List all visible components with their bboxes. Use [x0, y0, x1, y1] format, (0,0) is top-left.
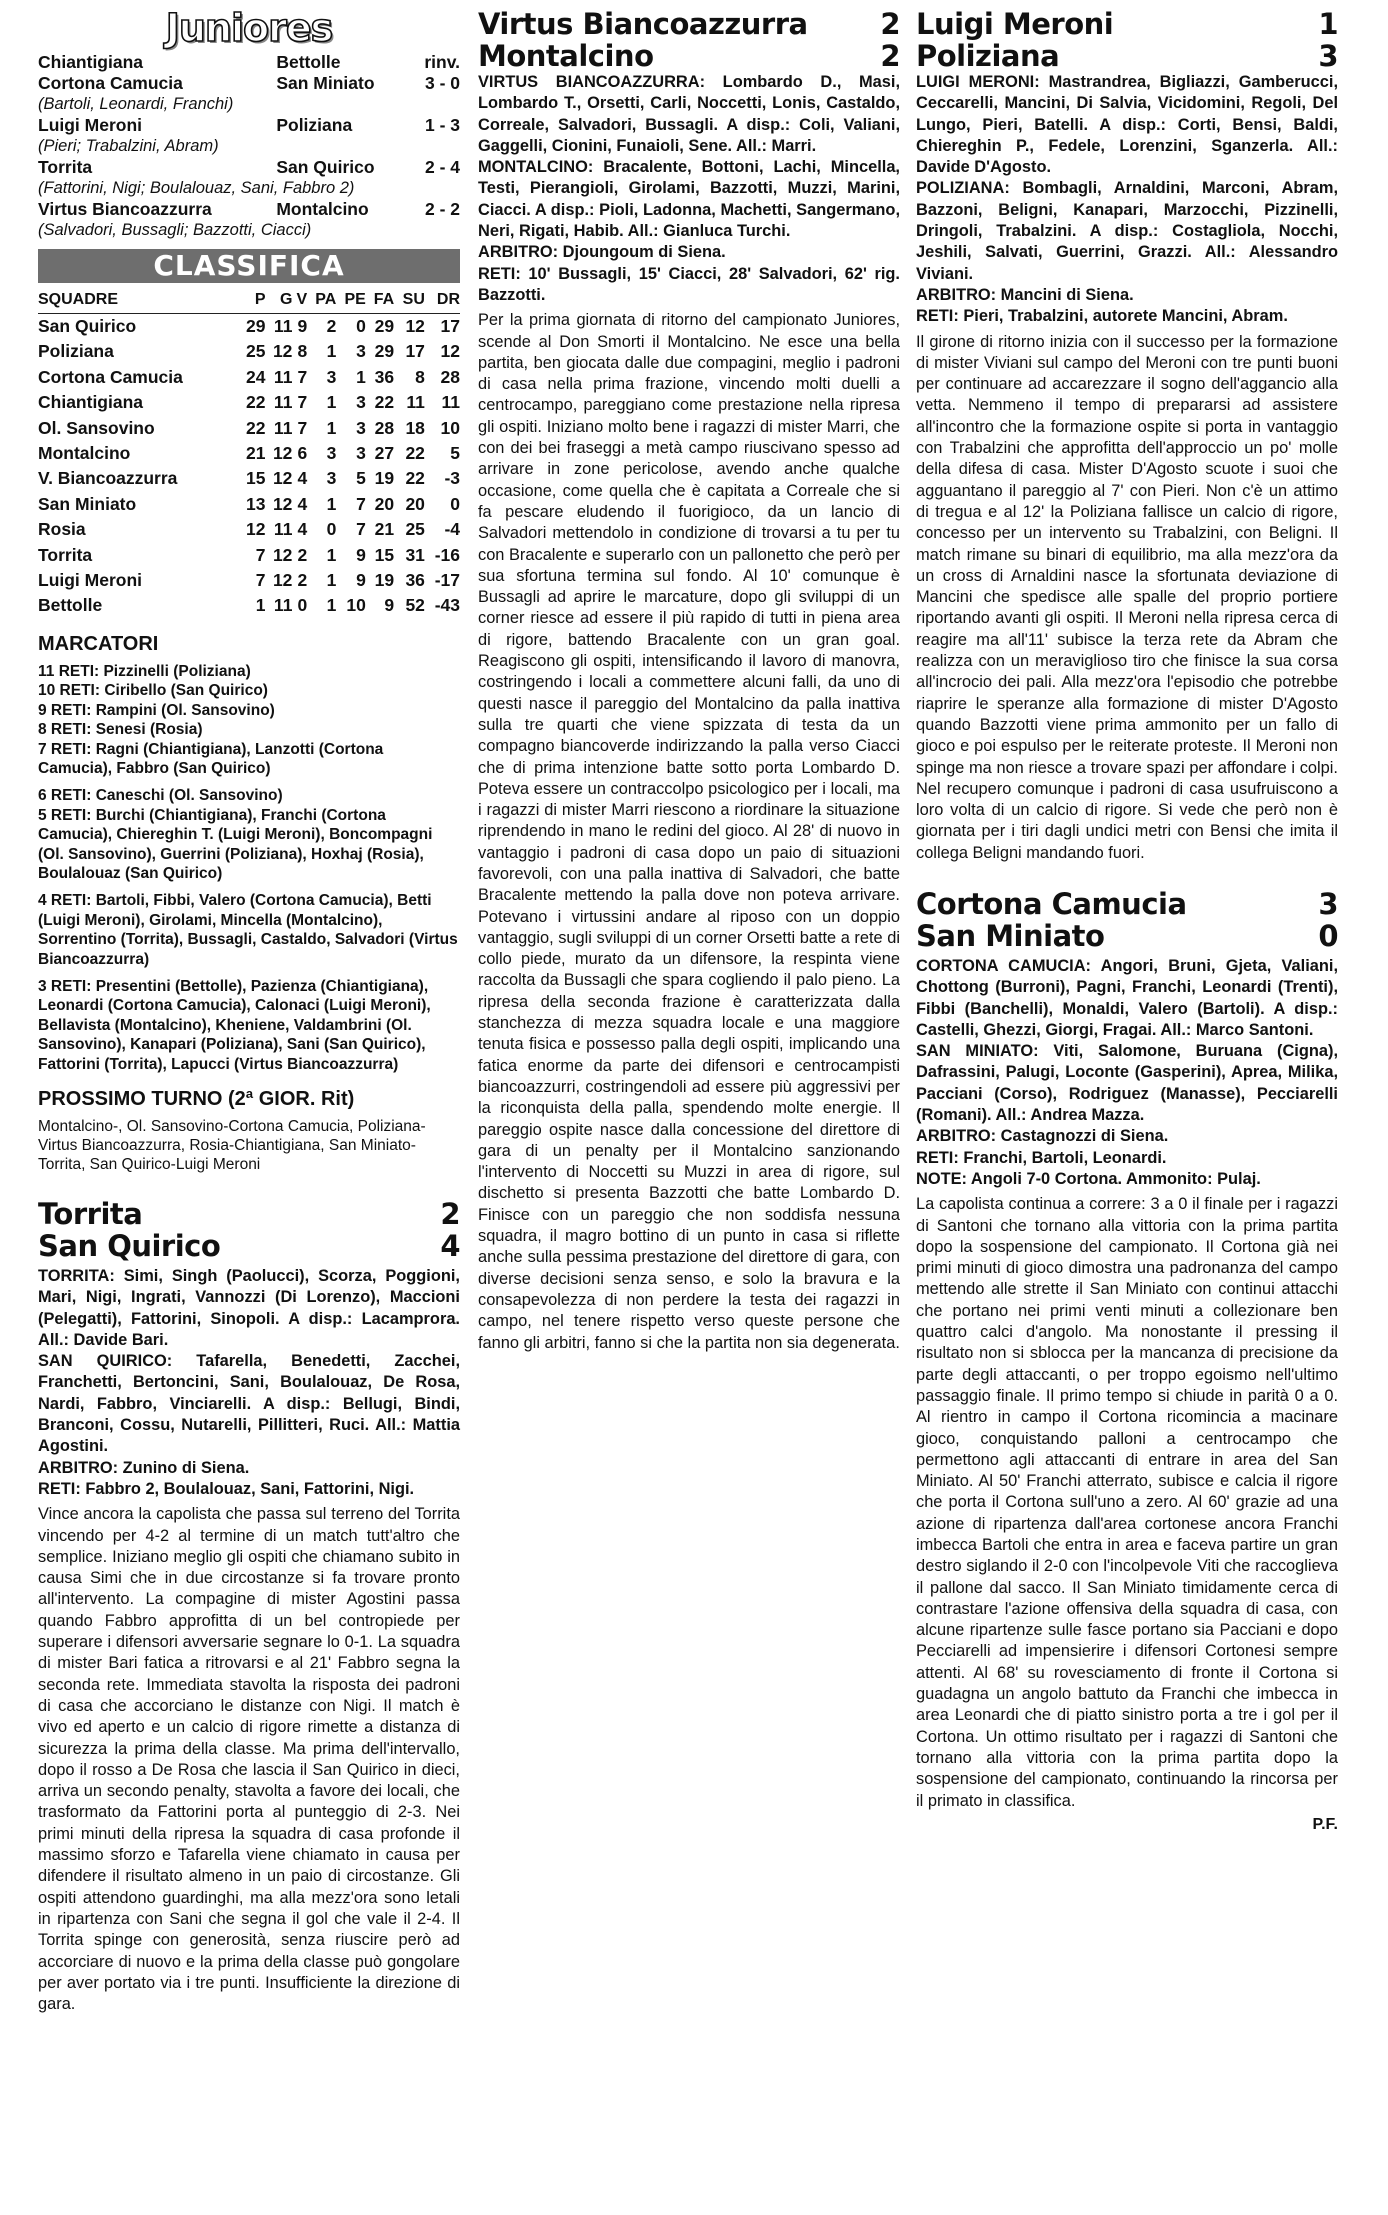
- stat-cell: 12: [405, 316, 425, 336]
- standings-row: [38, 314, 460, 340]
- standings-row: [38, 466, 460, 491]
- stat-cell: 7: [356, 493, 366, 514]
- team-name: Ol. Sansovino: [38, 417, 155, 438]
- column-middle: [478, 8, 900, 1354]
- stat-cell: 4: [297, 468, 308, 489]
- away-score: 3: [1318, 39, 1338, 73]
- goals: RETI: Pieri, Trabalzini, autorete Mancini, Abram.: [916, 307, 1288, 326]
- home-team: Chiantigiana: [38, 52, 144, 72]
- goals: RETI: Fabbro 2, Boulalouaz, Sani, Fattorini, Nigi.: [38, 1479, 415, 1498]
- scorer-line: 3 RETI: Presentini (Bettolle), Pazienza (Chiantigiana), Leonardi (Cortona Camucia), Calonaci (Luigi Meroni), Bellavista (Montalcino), Kheniene, Valdambrini (Ol. Sansovino), Kanapari (Poliziana), Sani (San Quirico), Fattorini (Torrita), Lapucci (Virtus Biancoazzurra): [38, 977, 431, 1073]
- match-header: [916, 8, 1338, 72]
- stat-cell: 12: [272, 443, 293, 464]
- stat-cell: -17: [434, 570, 460, 591]
- stat-cell: 15: [246, 468, 266, 489]
- scorer-line: 4 RETI: Bartoli, Fibbi, Valero (Cortona Camucia), Betti (Luigi Meroni), Girolami, Mincella (Montalcino), Sorrentino (Torrita), Bussagli, Castaldo, Salvadori (Virtus Biancoazzurra): [38, 892, 458, 968]
- score: 2 - 2: [424, 199, 460, 219]
- stat-cell: 24: [246, 366, 266, 387]
- away-team-name: San Quirico: [38, 1229, 221, 1263]
- stat-cell: 12: [272, 493, 293, 514]
- stat-cell: 36: [374, 366, 395, 387]
- stat-cell: 2: [326, 316, 337, 336]
- stat-cell: 9: [297, 316, 308, 336]
- score: rinv.: [424, 52, 460, 72]
- stat-cell: 3: [356, 443, 366, 464]
- stat-cell: 22: [246, 417, 266, 438]
- standings-row: [38, 365, 460, 390]
- stat-cell: -43: [434, 595, 460, 616]
- standings-header-cell: PE: [336, 287, 366, 314]
- stat-cell: 15: [374, 544, 395, 565]
- stat-cell: 11: [273, 519, 293, 540]
- referee: ARBITRO: Zunino di Siena.: [38, 1458, 250, 1477]
- stat-cell: 7: [297, 392, 308, 413]
- standings-header-cell: DR: [425, 287, 460, 314]
- stat-cell: 19: [374, 468, 395, 489]
- stat-cell: 25: [246, 341, 266, 362]
- lineup-away: MONTALCINO: Bracalente, Bottoni, Lachi, Mincella, Testi, Pierangioli, Girolami, Bazzotti, Muzzi, Marini, Ciacci. A disp.: Pioli, Ladonna, Machetti, Sangermano, Neri, Rigati, Habib. All.: Gianluca Turchi.: [478, 158, 900, 241]
- home-team: Virtus Biancoazzurra: [38, 199, 212, 219]
- team-name: Rosia: [38, 519, 86, 540]
- stat-cell: 5: [356, 468, 366, 489]
- away-team-name: San Miniato: [916, 918, 1105, 953]
- stat-cell: 22: [405, 468, 425, 489]
- away-team-name: Poliziana: [916, 39, 1060, 73]
- stat-cell: 9: [384, 595, 395, 616]
- stat-cell: 13: [246, 493, 266, 514]
- scorer-line: 10 RETI: Ciribello (San Quirico): [38, 682, 268, 700]
- stat-cell: -3: [444, 468, 460, 489]
- column-left: [38, 8, 460, 2015]
- stat-cell: 7: [297, 417, 308, 438]
- stat-cell: 1: [326, 595, 337, 616]
- home-team: Cortona Camucia: [38, 73, 183, 93]
- standings-row: [38, 441, 460, 466]
- result-row: [38, 115, 460, 136]
- home-score: 3: [1318, 886, 1338, 921]
- stat-cell: 36: [405, 570, 425, 591]
- standings-header-cell: SQUADRE: [38, 287, 239, 314]
- stat-cell: 7: [356, 519, 366, 540]
- stat-cell: 21: [374, 519, 395, 540]
- standings-header-cell: FA: [366, 287, 394, 314]
- home-score: 2: [440, 1197, 460, 1231]
- standings-header-cell: PA: [307, 287, 336, 314]
- stat-cell: 1: [255, 595, 266, 616]
- match-header: [916, 888, 1338, 952]
- lineup-away: SAN MINIATO: Viti, Salomone, Buruana (Cigna), Dafrassini, Palugi, Loconte (Gasperini), Aprea, Milika, Pacciani (Corso), Rodriguez (Manasse), Pecciarelli (Romani). All.: Andrea Mazza.: [916, 1042, 1338, 1125]
- stat-cell: -16: [434, 544, 460, 565]
- stat-cell: 8: [297, 341, 308, 362]
- stat-cell: 28: [374, 417, 395, 438]
- home-score: 1: [1318, 7, 1338, 41]
- team-name: San Miniato: [38, 493, 137, 514]
- away-team: San Miniato: [276, 73, 375, 93]
- team-name: V. Biancoazzurra: [38, 468, 178, 489]
- stat-cell: 7: [297, 366, 308, 387]
- away-team: Bettolle: [276, 52, 341, 72]
- stat-cell: 29: [246, 316, 266, 336]
- stat-cell: 29: [374, 316, 395, 336]
- match-report: Per la prima giornata di ritorno del campionato Juniores, scende al Don Smorti il Montalcino. Ne esce una bella partita, ben giocata dalle due compagini, meglio i padroni di casa nella prima frazione, vincendo molti duelli a centrocampo, pareggiano come prestazione nella ripresa gli ospiti. Iniziano molto bene i ragazzi di mister Marri, che con dei bei fraseggi a metà campo riuscivano spesso ad arrivare in zone pericolose, avendo anche qualche occasione, come quella che è capitata a Correale che si fa pescare eludendo il fuorigioco, da un lancio di Salvadori mettendolo in condizione di trovarsi a tu per tu con Bracalente e superarlo con un pallonetto che però per sua sfortuna termina sul fondo. Al 10' comunque è Bussagli ad aprire le marcature, dopo gli sviluppi di un corner riesce ad essere il più rapido di tutti in piena area di rigore, battendo Bracalente con un gran goal. Reagiscono gli ospiti, intensificando il lavoro di manovra, costringendo i locali a commettere alcuni falli, da uno di questi nasce il pareggio del Montalcino da palla inattiva sulla tre quarti che viene spizzata di testa da un compagno biancoverde indirizzando la palla verso Ciacci che di prima intenzione batte sotto porta Lombardo D. Poteva essere un contraccolpo psicologico per i locali, ma i ragazzi di mister Marri riescono a riordinare la situazione riprendendo in mano le redini del gioco. Al 28' di nuovo in vantaggio i padroni di casa dopo un paio di situazioni favorevoli, con una palla inattiva di Salvadori, che batte Bracalente mettendo la palla dove non poteva arrivare. Potevano i virtussini andare al riposo con un doppio vantaggio, sugli sviluppi di un corner Orsetti batte a rete di collo piede, murato da un difensore, la respinta viene raccolta da Bussagli che spara cogliendo il palo pieno. La ripresa della seconda frazione è caratterizzata dalla stanchezza di mezza squadra locale e una maggiore tenuta fisica e possesso palla degli ospiti, implicando una fatica enorme da parte dei difensori e centrocampisti biancoazzurri, costringendoli ad essere più aggressivi per la riconquista della palla, spendendo molte energie. Il pareggio ospite nasce dalla concessione del direttore di gara di un penalty per il Montalcino sanzionando l'intervento di Noccetti su Muzzi in area di rigore, sul dischetto si presenta Bazzotti che batte Lombardo D. Finisce con un pareggio che non soddisfa nessuna squadra, il magro bottino di un punto in casa si riflette anche sulla pessima prestazione del direttore di gara, con diverse decisioni senza senso, e solo la bravura e la consapevolezza di non perdere la testa dei ragazzi in campo, nel tenere rispetto verso queste persone che fanno gli arbitri, fanno si che la partita non sia degenerata.: [478, 311, 900, 1352]
- section-title: Juniores: [165, 6, 333, 50]
- results-table: [38, 52, 460, 241]
- away-score: 2: [880, 39, 900, 73]
- standings-header-cell: SU: [394, 287, 425, 314]
- stat-cell: 12: [272, 570, 293, 591]
- away-team-name: Montalcino: [478, 39, 654, 73]
- stat-cell: 4: [297, 519, 308, 540]
- away-team: Montalcino: [276, 199, 369, 219]
- stat-cell: 12: [246, 519, 266, 540]
- team-name: Bettolle: [38, 595, 103, 616]
- standings-table: [38, 287, 460, 619]
- stat-cell: -4: [444, 519, 460, 540]
- result-scorers: (Pieri; Trabalzini, Abram): [38, 137, 219, 155]
- next-round-text: Montalcino-, Ol. Sansovino-Cortona Camucia, Poliziana-Virtus Biancoazzurra, Rosia-Chiantigiana, San Miniato-Torrita, San Quirico-Luigi Meroni: [38, 1118, 426, 1173]
- column-right: [916, 8, 1338, 1834]
- stat-cell: 4: [297, 493, 308, 514]
- home-team: Torrita: [38, 157, 93, 177]
- stat-cell: 25: [405, 519, 425, 540]
- stat-cell: 20: [374, 493, 395, 514]
- standings-row: [38, 568, 460, 593]
- stat-cell: 0: [297, 595, 308, 616]
- score: 2 - 4: [424, 157, 460, 177]
- stat-cell: 6: [297, 443, 308, 464]
- lineup-home: CORTONA CAMUCIA: Angori, Bruni, Gjeta, Valiani, Chottong (Burroni), Pagni, Franchi, Leonardi (Trenti), Fibbi (Banchelli), Monaldi, Valero (Bartoli). A disp.: Castelli, Ghezzi, Giorgi, Fragai. All.: Marco Santoni.: [916, 956, 1338, 1039]
- home-team-name: Luigi Meroni: [916, 7, 1114, 41]
- stat-cell: 11: [273, 417, 293, 438]
- stat-cell: 0: [326, 519, 337, 540]
- standings-row: [38, 593, 460, 618]
- result-row: [38, 73, 460, 94]
- standings-header-cell: V: [292, 287, 307, 314]
- stat-cell: 0: [450, 493, 460, 514]
- stat-cell: 20: [405, 493, 425, 514]
- standings-row: [38, 390, 460, 415]
- stat-cell: 12: [272, 341, 293, 362]
- match-header: [478, 8, 900, 72]
- standings-banner: CLASSIFICA: [38, 249, 460, 283]
- home-team-name: Torrita: [38, 1197, 143, 1231]
- stat-cell: 11: [273, 366, 293, 387]
- author-signature: P.F.: [1312, 1815, 1338, 1833]
- stat-cell: 11: [441, 392, 460, 413]
- section-banner: [38, 8, 460, 48]
- scorers-title: MARCATORI: [38, 632, 159, 655]
- stat-cell: 10: [440, 417, 460, 438]
- stat-cell: 11: [273, 316, 293, 336]
- home-team: Luigi Meroni: [38, 115, 143, 135]
- scorer-line: 9 RETI: Rampini (Ol. Sansovino): [38, 701, 275, 719]
- stat-cell: 11: [273, 392, 293, 413]
- stat-cell: 9: [356, 544, 366, 565]
- stat-cell: 21: [246, 443, 266, 464]
- standings-row: [38, 339, 460, 364]
- stat-cell: 1: [356, 366, 366, 387]
- standings-row: [38, 543, 460, 568]
- result-scorers: (Bartoli, Leonardi, Franchi): [38, 95, 234, 113]
- match-report: Il girone di ritorno inizia con il successo per la formazione di mister Viviani sul campo del Meroni con tre punti buoni per continuare ad accarezzare il sogno dell'aggancio alla vetta. Nemmeno il tempo di prepararsi ad assistere all'incontro che la formazione ospite si porta in vantaggio con Trabalzini che approfitta dell'approccio un po' molle della difesa di casa. Mister D'Agosto scuote i suoi che agguantano il pareggio al 7' con Pieri. Non c'è un attimo di tregua e al 12' la Poliziana fallisce un calcio di rigore, concesso per un intervento su Trabalzini, con Beligni. Il match rimane su binari di equilibrio, ma alla mezz'ora da un cross di Arnaldini nasce la sfortunata deviazione di Mancini che spedisce alle spalle del proprio portiere riportando avanti gli ospiti. Il Meroni nella ripresa cerca di reagire ma all'11' subisce la terza rete da Abram che realizza con un meraviglioso tiro che finisce la sua corsa all'incrocio dei pali. Alla mezz'ora l'episodio che potrebbe riaprire le speranze alla formazione di mister D'Agosto quando Bazzotti viene prima ammonito per un fallo di gioco e poi espulso per le reiterate proteste. Il Meroni non spinge ma non riesce a trovare spazi per affondare i colpi. Nel recupero comunque i padroni di casa usufruiscono a loro volta di un calcio di rigore. Si vede che però non è giornata per i tiri dagli undici metri con Bensi che imita il collega Beligni mandando fuori.: [916, 332, 1338, 862]
- scorer-line: 11 RETI: Pizzinelli (Poliziana): [38, 662, 251, 680]
- stat-cell: 7: [255, 544, 266, 565]
- stat-cell: 1: [326, 392, 337, 413]
- away-score: 4: [440, 1229, 460, 1263]
- match-report: Vince ancora la capolista che passa sul terreno del Torrita vincendo per 4-2 al termine di un match tutt'altro che semplice. Iniziano meglio gli ospiti che chiamano subito in causa Simi che in due circostanze si fa trovare pronto all'intervento. La compagine di mister Agostini passa quando Fabbro approfitta di un bel contropiede per superare i difensori avversarie segnare lo 0-1. La squadra di mister Bari fatica a ritrovarsi e al 21' Fabbro segna la seconda rete. Immediata stavolta la risposta dei padroni di casa che accorciano le distanze con Nigi. Il match è vivo ed aperto e un calcio di rigore rimette a distanza di sicurezza la prima della classe. Ma prima dell'intervallo, dopo il rosso a De Rosa che lascia il San Quirico in dieci, arriva un secondo penalty, stavolta a favore dei locali, che trasformato da Fattorini porta al punteggio di 2-3. Nei primi minuti della ripresa la squadra di casa profonde il massimo sforzo e Tafarella viene chiamato in causa per difendere il risultato almeno in un paio di circostanze. Gli ospiti attendono guardinghi, ma alla mezz'ora sono letali in ripartenza con Sani che segna il gol che vale il 2-4. Il Torrita spinge con generosità, senza riuscire però ad accorciare di nuovo e la prima della classe può gongolare per aver portato via i tre punti. Insufficiente la direzione di gara.: [38, 1505, 460, 2014]
- referee: ARBITRO: Djoungoum di Siena.: [478, 243, 726, 262]
- stat-cell: 12: [272, 468, 293, 489]
- stat-cell: 1: [326, 341, 337, 362]
- result-row: [38, 199, 460, 220]
- scorer-line: 7 RETI: Ragni (Chiantigiana), Lanzotti (Cortona Camucia), Fabbro (San Quirico): [38, 740, 384, 777]
- match-header: [38, 1198, 460, 1262]
- stat-cell: 2: [297, 570, 308, 591]
- result-row: [38, 52, 460, 73]
- stat-cell: 1: [326, 544, 337, 565]
- stat-cell: 7: [255, 570, 266, 591]
- score: 1 - 3: [424, 115, 460, 135]
- lineup-away: SAN QUIRICO: Tafarella, Benedetti, Zacchei, Franchetti, Bertoncini, Sani, Boulalouaz, De Rosa, Nardi, Fabbro, Vinciarelli. A disp.: Bellugi, Bindi, Branconi, Cossu, Nutarelli, Pillitteri, Ruci. All.: Mattia Agostini.: [38, 1352, 460, 1456]
- scorer-line: 5 RETI: Burchi (Chiantigiana), Franchi (Cortona Camucia), Chiereghin T. (Luigi Meroni), Boncompagni (Ol. Sansovino), Guerrini (Poliziana), Hoxhaj (Rosia), Boulalouaz (San Quirico): [38, 806, 433, 882]
- lineup-home: LUIGI MERONI: Mastrandrea, Bigliazzi, Gamberucci, Ceccarelli, Mancini, Di Salvia, Vicidomini, Regoli, Del Lungo, Pieri, Batelli. A disp.: Corti, Bensi, Baldi, Chiereghin P., Fedele, Lorenzini, Sganzerla. All.: Davide D'Agosto.: [916, 73, 1338, 177]
- stat-cell: 5: [450, 443, 460, 464]
- referee: ARBITRO: Castagnozzi di Siena.: [916, 1127, 1169, 1146]
- standings-header-cell: P: [239, 287, 266, 314]
- stat-cell: 1: [326, 417, 337, 438]
- team-name: Chiantigiana: [38, 392, 144, 413]
- stat-cell: 31: [405, 544, 425, 565]
- scorer-line: 8 RETI: Senesi (Rosia): [38, 721, 203, 739]
- stat-cell: 27: [374, 443, 395, 464]
- stat-cell: 22: [246, 392, 266, 413]
- stat-cell: 17: [440, 316, 460, 336]
- stat-cell: 52: [405, 595, 425, 616]
- home-team-name: Cortona Camucia: [916, 886, 1187, 921]
- standings-row: [38, 416, 460, 441]
- stat-cell: 3: [356, 341, 366, 362]
- stat-cell: 1: [326, 493, 337, 514]
- stat-cell: 10: [346, 595, 366, 616]
- score: 3 - 0: [424, 73, 460, 93]
- lineup-home: VIRTUS BIANCOAZZURRA: Lombardo D., Masi, Lombardo T., Orsetti, Carli, Noccetti, Lonis, Castaldo, Correale, Salvadori, Bussagli. A disp.: Coli, Valiani, Gaggelli, Cionini, Funaioli, Sene. All.: Marri.: [478, 73, 900, 155]
- stat-cell: 3: [356, 392, 366, 413]
- team-name: Luigi Meroni: [38, 570, 143, 591]
- goals: RETI: Franchi, Bartoli, Leonardi.: [916, 1148, 1167, 1167]
- away-team: San Quirico: [276, 157, 375, 177]
- stat-cell: 9: [356, 570, 366, 591]
- stat-cell: 1: [326, 570, 337, 591]
- scorer-line: 6 RETI: Caneschi (Ol. Sansovino): [38, 787, 283, 805]
- away-team: Poliziana: [276, 115, 353, 135]
- team-name: Torrita: [38, 544, 93, 565]
- result-scorers: (Salvadori, Bussagli; Bazzotti, Ciacci): [38, 221, 312, 239]
- stat-cell: 0: [356, 316, 366, 336]
- stat-cell: 3: [356, 417, 366, 438]
- home-score: 2: [880, 7, 900, 41]
- next-round-title: PROSSIMO TURNO (2ª GIOR. Rit): [38, 1088, 355, 1110]
- stat-cell: 19: [374, 570, 395, 591]
- standings-header-cell: G: [265, 287, 292, 314]
- stat-cell: 3: [326, 468, 337, 489]
- stat-cell: 3: [326, 366, 337, 387]
- result-scorers: (Fattorini, Nigi; Boulalouaz, Sani, Fabbro 2): [38, 179, 355, 197]
- stat-cell: 22: [405, 443, 425, 464]
- result-row: [38, 157, 460, 178]
- stat-cell: 3: [326, 443, 337, 464]
- stat-cell: 22: [374, 392, 395, 413]
- stat-cell: 8: [415, 366, 425, 387]
- stat-cell: 11: [406, 392, 425, 413]
- team-name: Poliziana: [38, 341, 114, 362]
- lineup-away: POLIZIANA: Bombagli, Arnaldini, Marconi, Abram, Bazzoni, Beligni, Kanapari, Marzocchi, Pizzinelli, Dringoli, Trabalzini. A disp.: Costagliola, Nocchi, Jeshili, Salvati, Guerrini, Grazzi. All.: Alessandro Viviani.: [916, 179, 1338, 283]
- team-name: San Quirico: [38, 316, 137, 336]
- match-report: La capolista continua a correre: 3 a 0 il finale per i ragazzi di Santoni che tornano alla vittoria con la prima partita dopo la sospensione del campionato. Il Cortona già nei primi minuti di gioco dimostra una padronanza del campo mettendo alle strette il San Miniato con continui attacchi che portano nei primi venti minuti a collezionare ben quattro calci d'angolo. Ma nonostante il pressing il risultato non si sblocca per la mancanza di precisione da parte degli attaccanti, o per troppo egoismo nell'ultimo passaggio finale. Il primo tempo si chiude in parità 0 a 0. Al rientro in campo il Cortona ricomincia a macinare gioco, conquistando palloni a centrocampo che permettono agli attaccanti di entrare in area del San Miniato. Al 50' Franchi atterrato, subisce e calcia il rigore che porta il Cortona sull'uno a zero. Al 60' grazie ad una azione di ripartenza dall'area cortonese ancora Franchi imbecca Bartoli che entra in area e faceva partire un gran destro siglando il 2-0 con l'incolpevole Viti che raccoglieva il pallone dal sacco. Il San Miniato timidamente cerca di contrastare l'azione offensiva della squadra di casa, con alcune ripartenze sulle fasce portano sia Pacciani e dopo Pecciarelli ad impensierire i difensori Cortonesi sempre attenti. Al 68' su rovesciamento di fronte il Cortona si guadagna un angolo battuto da Franchi che imbecca in area Leonardi che di piatto sinistro porta a tre i gol per il Cortona. Un ottimo risultato per i ragazzi di Santoni che tornano alla vittoria con la prima partita dopo la sospensione del campionato, continuando la rincorsa per il primato in classifica.: [916, 1195, 1338, 1810]
- stat-cell: 17: [405, 341, 425, 362]
- goals: RETI: 10' Bussagli, 15' Ciacci, 28' Salvadori, 62' rig. Bazzotti.: [478, 264, 900, 304]
- referee: ARBITRO: Mancini di Siena.: [916, 285, 1134, 304]
- match-notes: NOTE: Angoli 7-0 Cortona. Ammonito: Pulaj.: [916, 1169, 1261, 1188]
- stat-cell: 29: [374, 341, 395, 362]
- standings-row: [38, 517, 460, 542]
- standings-row: [38, 492, 460, 517]
- stat-cell: 12: [440, 341, 460, 362]
- team-name: Montalcino: [38, 443, 131, 464]
- stat-cell: 18: [405, 417, 425, 438]
- away-score: 0: [1318, 918, 1338, 953]
- standings-header-row: [38, 287, 460, 314]
- stat-cell: 12: [272, 544, 293, 565]
- lineup-home: TORRITA: Simi, Singh (Paolucci), Scorza, Poggioni, Mari, Nigi, Ingrati, Vannozzi (Di Lorenzo), Maccioni (Pelegatti), Fattorini, Sinopoli. A disp.: Lacamprora. All.: Davide Bari.: [38, 1267, 460, 1349]
- stat-cell: 28: [440, 366, 460, 387]
- stat-cell: 2: [297, 544, 308, 565]
- stat-cell: 11: [273, 595, 293, 616]
- home-team-name: Virtus Biancoazzurra: [478, 7, 808, 41]
- team-name: Cortona Camucia: [38, 366, 183, 387]
